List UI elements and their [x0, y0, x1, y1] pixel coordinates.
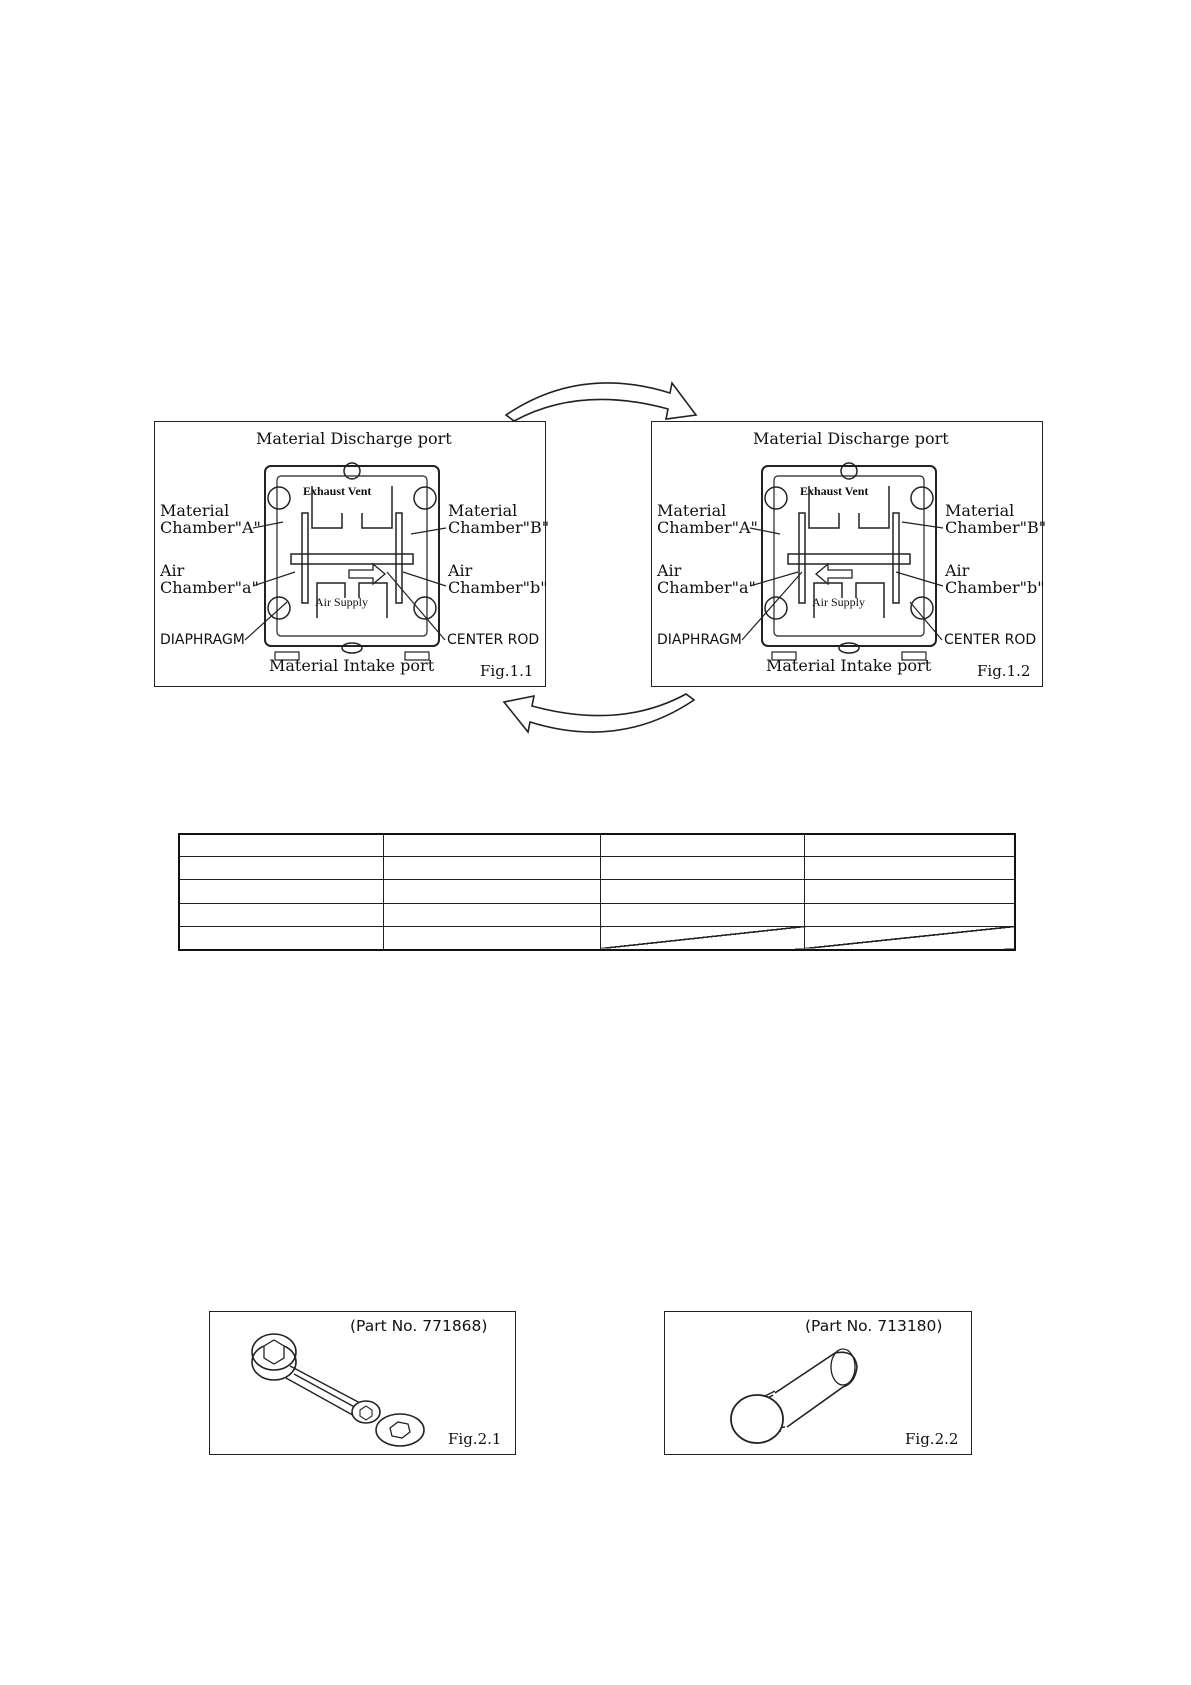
- table-cell: [601, 857, 805, 880]
- diaphragm-label: DIAPHRAGM: [657, 632, 742, 648]
- jig-illustration: [715, 1337, 875, 1447]
- table-cell: [805, 880, 1016, 903]
- figure-caption: Fig.2.1: [448, 1430, 502, 1448]
- table-cell-crossed: [805, 926, 1016, 950]
- table-row: [179, 926, 1015, 950]
- air-chamber-b-label: Air: [448, 561, 473, 580]
- cycle-arrow-bottom: [500, 690, 700, 740]
- air-supply-label: Air Supply: [812, 595, 866, 609]
- center-rod-label: CENTER ROD: [944, 632, 1037, 648]
- center-rod-label: CENTER ROD: [447, 632, 540, 648]
- material-chamber-a-label-2: Chamber"A": [657, 518, 758, 537]
- intake-port-label: Material Intake port: [269, 656, 435, 675]
- air-supply-label: Air Supply: [315, 595, 369, 609]
- figure-1-2-panel: [651, 421, 1047, 687]
- material-chamber-b-label-2: Chamber"B": [945, 518, 1047, 537]
- diaphragm-label: DIAPHRAGM: [160, 632, 245, 648]
- material-chamber-b-label: Material: [448, 501, 518, 520]
- table-cell: [384, 926, 601, 950]
- material-chamber-a-label-2: Chamber"A": [160, 518, 261, 537]
- air-chamber-a-label: Air: [657, 561, 682, 580]
- figure-1-1-panel: [154, 421, 550, 687]
- discharge-port-label: Material Discharge port: [256, 429, 452, 448]
- table-cell: [384, 903, 601, 926]
- table-cell-crossed: [601, 926, 805, 950]
- table-cell: [805, 834, 1016, 857]
- table-row: [179, 903, 1015, 926]
- discharge-port-label: Material Discharge port: [753, 429, 949, 448]
- air-chamber-a-label: Air: [160, 561, 185, 580]
- part-number-label: (Part No. 771868): [350, 1317, 488, 1335]
- table-cell: [384, 880, 601, 903]
- table-cell: [384, 857, 601, 880]
- exhaust-vent-label: Exhaust Vent: [800, 484, 869, 498]
- material-chamber-b-label-2: Chamber"B": [448, 518, 550, 537]
- table-row: [179, 857, 1015, 880]
- material-chamber-b-label: Material: [945, 501, 1015, 520]
- table-cell: [384, 834, 601, 857]
- figure-caption: Fig.1.1: [480, 662, 534, 680]
- wrench-illustration: [250, 1330, 430, 1450]
- part-number-label: (Part No. 713180): [805, 1317, 943, 1335]
- air-chamber-a-label-2: Chamber"a": [657, 578, 756, 597]
- table-cell: [179, 903, 384, 926]
- table-cell: [179, 834, 384, 857]
- air-chamber-b-label-2: Chamber"b": [448, 578, 548, 597]
- table-cell: [805, 857, 1016, 880]
- figure-caption: Fig.2.2: [905, 1430, 959, 1448]
- table-row: [179, 834, 1015, 857]
- leader-lines-right: [652, 422, 1047, 688]
- air-chamber-b-label: Air: [945, 561, 970, 580]
- table-cell: [805, 903, 1016, 926]
- spec-table: [178, 833, 1016, 951]
- intake-port-label: Material Intake port: [766, 656, 932, 675]
- air-chamber-b-label-2: Chamber"b": [945, 578, 1045, 597]
- table-cell: [179, 857, 384, 880]
- figure-caption: Fig.1.2: [977, 662, 1031, 680]
- table-row: [179, 880, 1015, 903]
- table-cell: [601, 903, 805, 926]
- exhaust-vent-label: Exhaust Vent: [303, 484, 372, 498]
- air-chamber-a-label-2: Chamber"a": [160, 578, 259, 597]
- table-cell: [601, 880, 805, 903]
- material-chamber-a-label: Material: [657, 501, 727, 520]
- table-cell: [179, 926, 384, 950]
- table-cell: [179, 880, 384, 903]
- cycle-arrow-top: [500, 375, 700, 425]
- figure-2-1-panel: [209, 1311, 516, 1455]
- material-chamber-a-label: Material: [160, 501, 230, 520]
- table-cell: [601, 834, 805, 857]
- figure-2-2-panel: [664, 1311, 972, 1455]
- leader-lines-left: [155, 422, 550, 688]
